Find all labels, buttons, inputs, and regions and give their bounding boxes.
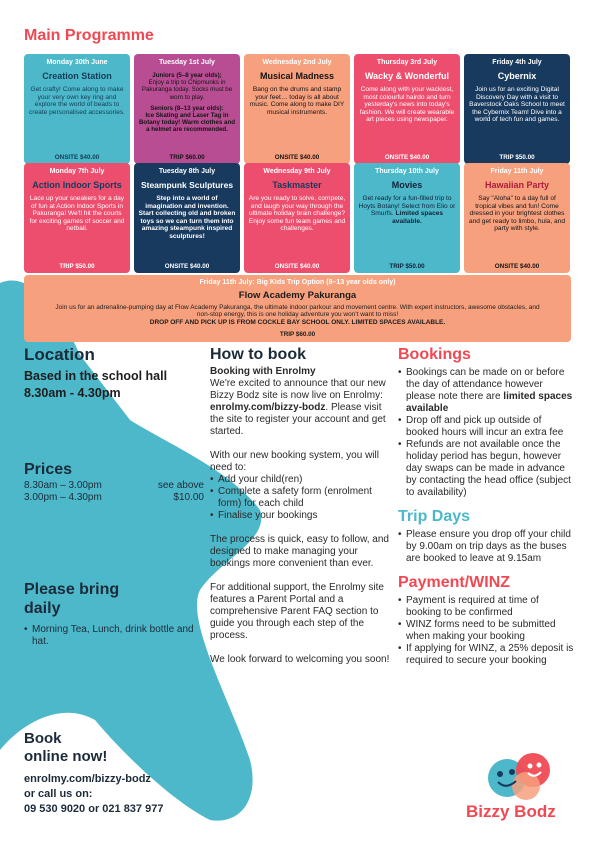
how-intro: We're excited to announce that our new Bizzy Bodz site is now live on Enrolmy: bbox=[210, 378, 386, 401]
bookings-section bbox=[398, 345, 574, 675]
card-price: ONSITE $40.00 bbox=[384, 154, 430, 161]
price-time: 8.30am – 3.00pm bbox=[24, 480, 102, 491]
card-price: TRIP $60.00 bbox=[169, 154, 205, 161]
bring-heading-2: daily bbox=[24, 600, 61, 617]
bizzy-bodz-logo bbox=[464, 748, 574, 830]
book-online-heading: Book bbox=[24, 730, 62, 747]
card-body: Are you ready to solve, compete, and laugh your way through the ultimate holiday brain challenge? Enjoy some fun team games and challenges. bbox=[248, 195, 346, 233]
payment-heading: Payment/WINZ bbox=[398, 574, 511, 591]
card-date: Monday 7th July bbox=[49, 168, 105, 175]
book-online-heading-2: online now! bbox=[24, 748, 108, 765]
location-section bbox=[24, 345, 204, 402]
page-title: Main Programme bbox=[24, 27, 154, 44]
bookings-item: • Drop off and pick up outside of booked hours will incur an extra fee bbox=[398, 415, 574, 439]
card-body: Come along with your wackiest, most colourful hairdo and turn yesterday's news into today's fashion. We will create wearable art pieces using newspaper. bbox=[359, 86, 455, 124]
how-intro-end: . Please visit the site to register your account and get started. bbox=[210, 402, 386, 437]
card-name: Action Indoor Sports bbox=[32, 180, 122, 190]
prices-heading: Prices bbox=[24, 461, 73, 478]
card-date: Thursday 3rd July bbox=[376, 59, 438, 66]
card-name: Steampunk Sculptures bbox=[140, 180, 234, 190]
bring-heading: Please bring bbox=[24, 581, 120, 598]
programme-card bbox=[354, 54, 460, 164]
card-body: Step into a world of imagination and invention. Start collecting old and broken toys so we can turn them into amazing steampunk inspired sculptures! bbox=[138, 195, 236, 240]
card-name: Hawaiian Party bbox=[484, 180, 550, 190]
how-heading: How to book bbox=[210, 346, 306, 363]
location-heading: Location bbox=[24, 345, 95, 364]
how-steps-intro: With our new booking system, you will need to: bbox=[210, 450, 379, 473]
location-line: Based in the school hall bbox=[24, 369, 168, 383]
programme-card bbox=[24, 163, 130, 273]
programme-card bbox=[24, 54, 130, 164]
call-us-label: or call us on: bbox=[24, 788, 93, 800]
enrolmy-link[interactable]: enrolmy.com/bizzy-bodz bbox=[24, 773, 151, 785]
payment-item: • If applying for WINZ, a 25% deposit is required to secure your booking bbox=[398, 643, 574, 667]
payment-item: • WINZ forms need to be submitted when making your booking bbox=[398, 619, 574, 643]
bring-item: • Morning Tea, Lunch, drink bottle and hat. bbox=[24, 624, 204, 648]
card-price: TRIP $50.00 bbox=[499, 154, 535, 161]
card-name: Cybernix bbox=[497, 71, 537, 81]
how-support: For additional support, the Enrolmy site features a Parent Portal and a comprehensive Parent FAQ section to guide you through each step of the process. bbox=[210, 582, 384, 641]
bookings-item bbox=[398, 367, 574, 415]
card-body-heading: Juniors (5–8 year olds); bbox=[152, 72, 222, 79]
card-date: Friday 11th July bbox=[490, 168, 544, 175]
programme-card bbox=[244, 54, 350, 164]
price-time: 3.00pm – 4.30pm bbox=[24, 492, 102, 503]
bookings-item: • Refunds are not available once the holiday period has begun, however day swaps can be made in advance by contacting the head office (subject to availability) bbox=[398, 439, 574, 499]
payment-item: • Payment is required at time of booking to be confirmed bbox=[398, 595, 574, 619]
card-name: Creation Station bbox=[42, 71, 112, 81]
book-online-section bbox=[24, 730, 224, 817]
price-row bbox=[24, 480, 204, 492]
programme-card bbox=[464, 54, 570, 164]
card-body: Bang on the drums and stamp your feet… today is all about music. Come along to make DIY musical instruments. bbox=[249, 86, 345, 116]
programme-card bbox=[244, 163, 350, 273]
programme-card bbox=[134, 54, 240, 164]
banner-date: Friday 11th July: Big Kids Trip Option (8–13 year olds only) bbox=[199, 279, 396, 286]
card-date: Tuesday 8th July bbox=[158, 168, 216, 175]
limited-spaces-text: limited spaces available bbox=[406, 391, 573, 414]
enrolmy-link[interactable]: enrolmy.com/bizzy-bodz bbox=[210, 402, 326, 413]
programme-card bbox=[134, 163, 240, 273]
card-body: Lace up your sneakers for a day of fun at Action Indoor Sports in Pakuranga! We'll hit the courts for exciting games of soccer and netball. bbox=[29, 195, 125, 233]
card-price: ONSITE $40.00 bbox=[274, 154, 320, 161]
how-subheading: Booking with Enrolmy bbox=[210, 366, 316, 377]
card-body: Ice Skating and Laser Tag in Botany today! Warm clothes and a helmet are recommended. bbox=[138, 112, 236, 134]
trip-days-item: • Please ensure you drop off your child by 9.00am on trip days as the buses are booked to leave at 9.15am bbox=[398, 529, 574, 565]
card-date: Friday 4th July bbox=[492, 59, 542, 66]
prices-section bbox=[24, 460, 204, 504]
card-date: Wednesday 2nd July bbox=[262, 59, 332, 66]
card-name: Taskmaster bbox=[272, 180, 322, 190]
programme-card bbox=[464, 163, 570, 273]
please-bring-section bbox=[24, 580, 204, 648]
location-hours: 8.30am - 4.30pm bbox=[24, 386, 121, 400]
card-date: Tuesday 1st July bbox=[159, 59, 215, 66]
card-body: Get ready for a fun-filled trip to Hoyts Botany! Select from Elio or Smurfs. bbox=[358, 195, 456, 218]
how-process: The process is quick, easy to follow, and designed to make managing your bookings more convenient than ever. bbox=[210, 534, 389, 569]
how-to-book-section bbox=[210, 345, 390, 678]
card-name: Movies bbox=[391, 180, 423, 190]
bookings-item-text: Bookings can be made on or before the day of attendance however please note there are bbox=[406, 367, 565, 402]
card-name: Musical Madness bbox=[259, 71, 335, 81]
card-body: Join us for an exciting Digital Discovery Day with a visit to Baverstock Oaks School to meet the Cybernix Team! Dive into a world of tech fun and games. bbox=[469, 86, 565, 124]
trip-days-heading: Trip Days bbox=[398, 508, 471, 525]
programme-card bbox=[354, 163, 460, 273]
banner-body: Join us for an adrenaline-pumping day at Flow Academy Pakuranga, the ultimate indoor parkour and movement centre. With expert instructors, awesome obstacles, and non-stop energy, this is one holiday adventure you won't want to miss! bbox=[55, 304, 540, 319]
how-step: • Add your child(ren) bbox=[210, 474, 390, 486]
logo-icon bbox=[464, 748, 574, 804]
how-closing: We look forward to welcoming you soon! bbox=[210, 654, 390, 665]
card-price: TRIP $50.00 bbox=[59, 263, 95, 270]
card-body-heading: Seniors (8–13 year olds): bbox=[150, 104, 224, 112]
price-value: $10.00 bbox=[173, 492, 204, 503]
card-body-emphasis: Limited spaces available. bbox=[392, 210, 444, 225]
card-price: ONSITE $40.00 bbox=[274, 263, 320, 270]
card-body: Get crafty! Come along to make your very own key ring and explore the world of beads to create personalised accessories. bbox=[28, 86, 126, 116]
card-body: Enjoy a trip to Chipmunks in Pakuranga today. Socks must be worn to play. bbox=[141, 79, 233, 101]
card-date: Monday 30th June bbox=[46, 59, 108, 66]
card-price: ONSITE $40.00 bbox=[494, 263, 540, 270]
banner-name: Flow Academy Pakuranga bbox=[238, 290, 357, 301]
phone-numbers: 09 530 9020 or 021 837 977 bbox=[24, 803, 164, 815]
card-price: TRIP $50.00 bbox=[389, 263, 425, 270]
card-date: Thursday 10th July bbox=[375, 168, 439, 175]
banner-notice: DROP OFF AND PICK UP IS FROM COCKLE BAY SCHOOL ONLY. LIMITED SPACES AVAILABLE. bbox=[149, 318, 446, 326]
price-value: see above bbox=[157, 480, 204, 491]
bookings-heading: Bookings bbox=[398, 346, 471, 363]
how-step: • Finalise your bookings bbox=[210, 510, 390, 522]
card-name: Wacky & Wonderful bbox=[364, 71, 449, 81]
logo-text: Bizzy Bodz bbox=[466, 802, 556, 821]
card-date: Wednesday 9th July bbox=[263, 168, 331, 175]
card-price: ONSITE $40.00 bbox=[164, 263, 210, 270]
price-row bbox=[24, 492, 204, 504]
banner-price: TRIP $60.00 bbox=[279, 331, 316, 339]
card-price: ONSITE $40.00 bbox=[54, 154, 100, 161]
how-step: • Complete a safety form (enrolment form) for each child bbox=[210, 486, 390, 510]
card-body: Say "Aloha" to a day full of tropical vibes and fun! Come dressed in your brightest clothes and get ready to limbo, hula, and party with style. bbox=[468, 195, 566, 233]
trip-option-banner bbox=[24, 275, 571, 342]
